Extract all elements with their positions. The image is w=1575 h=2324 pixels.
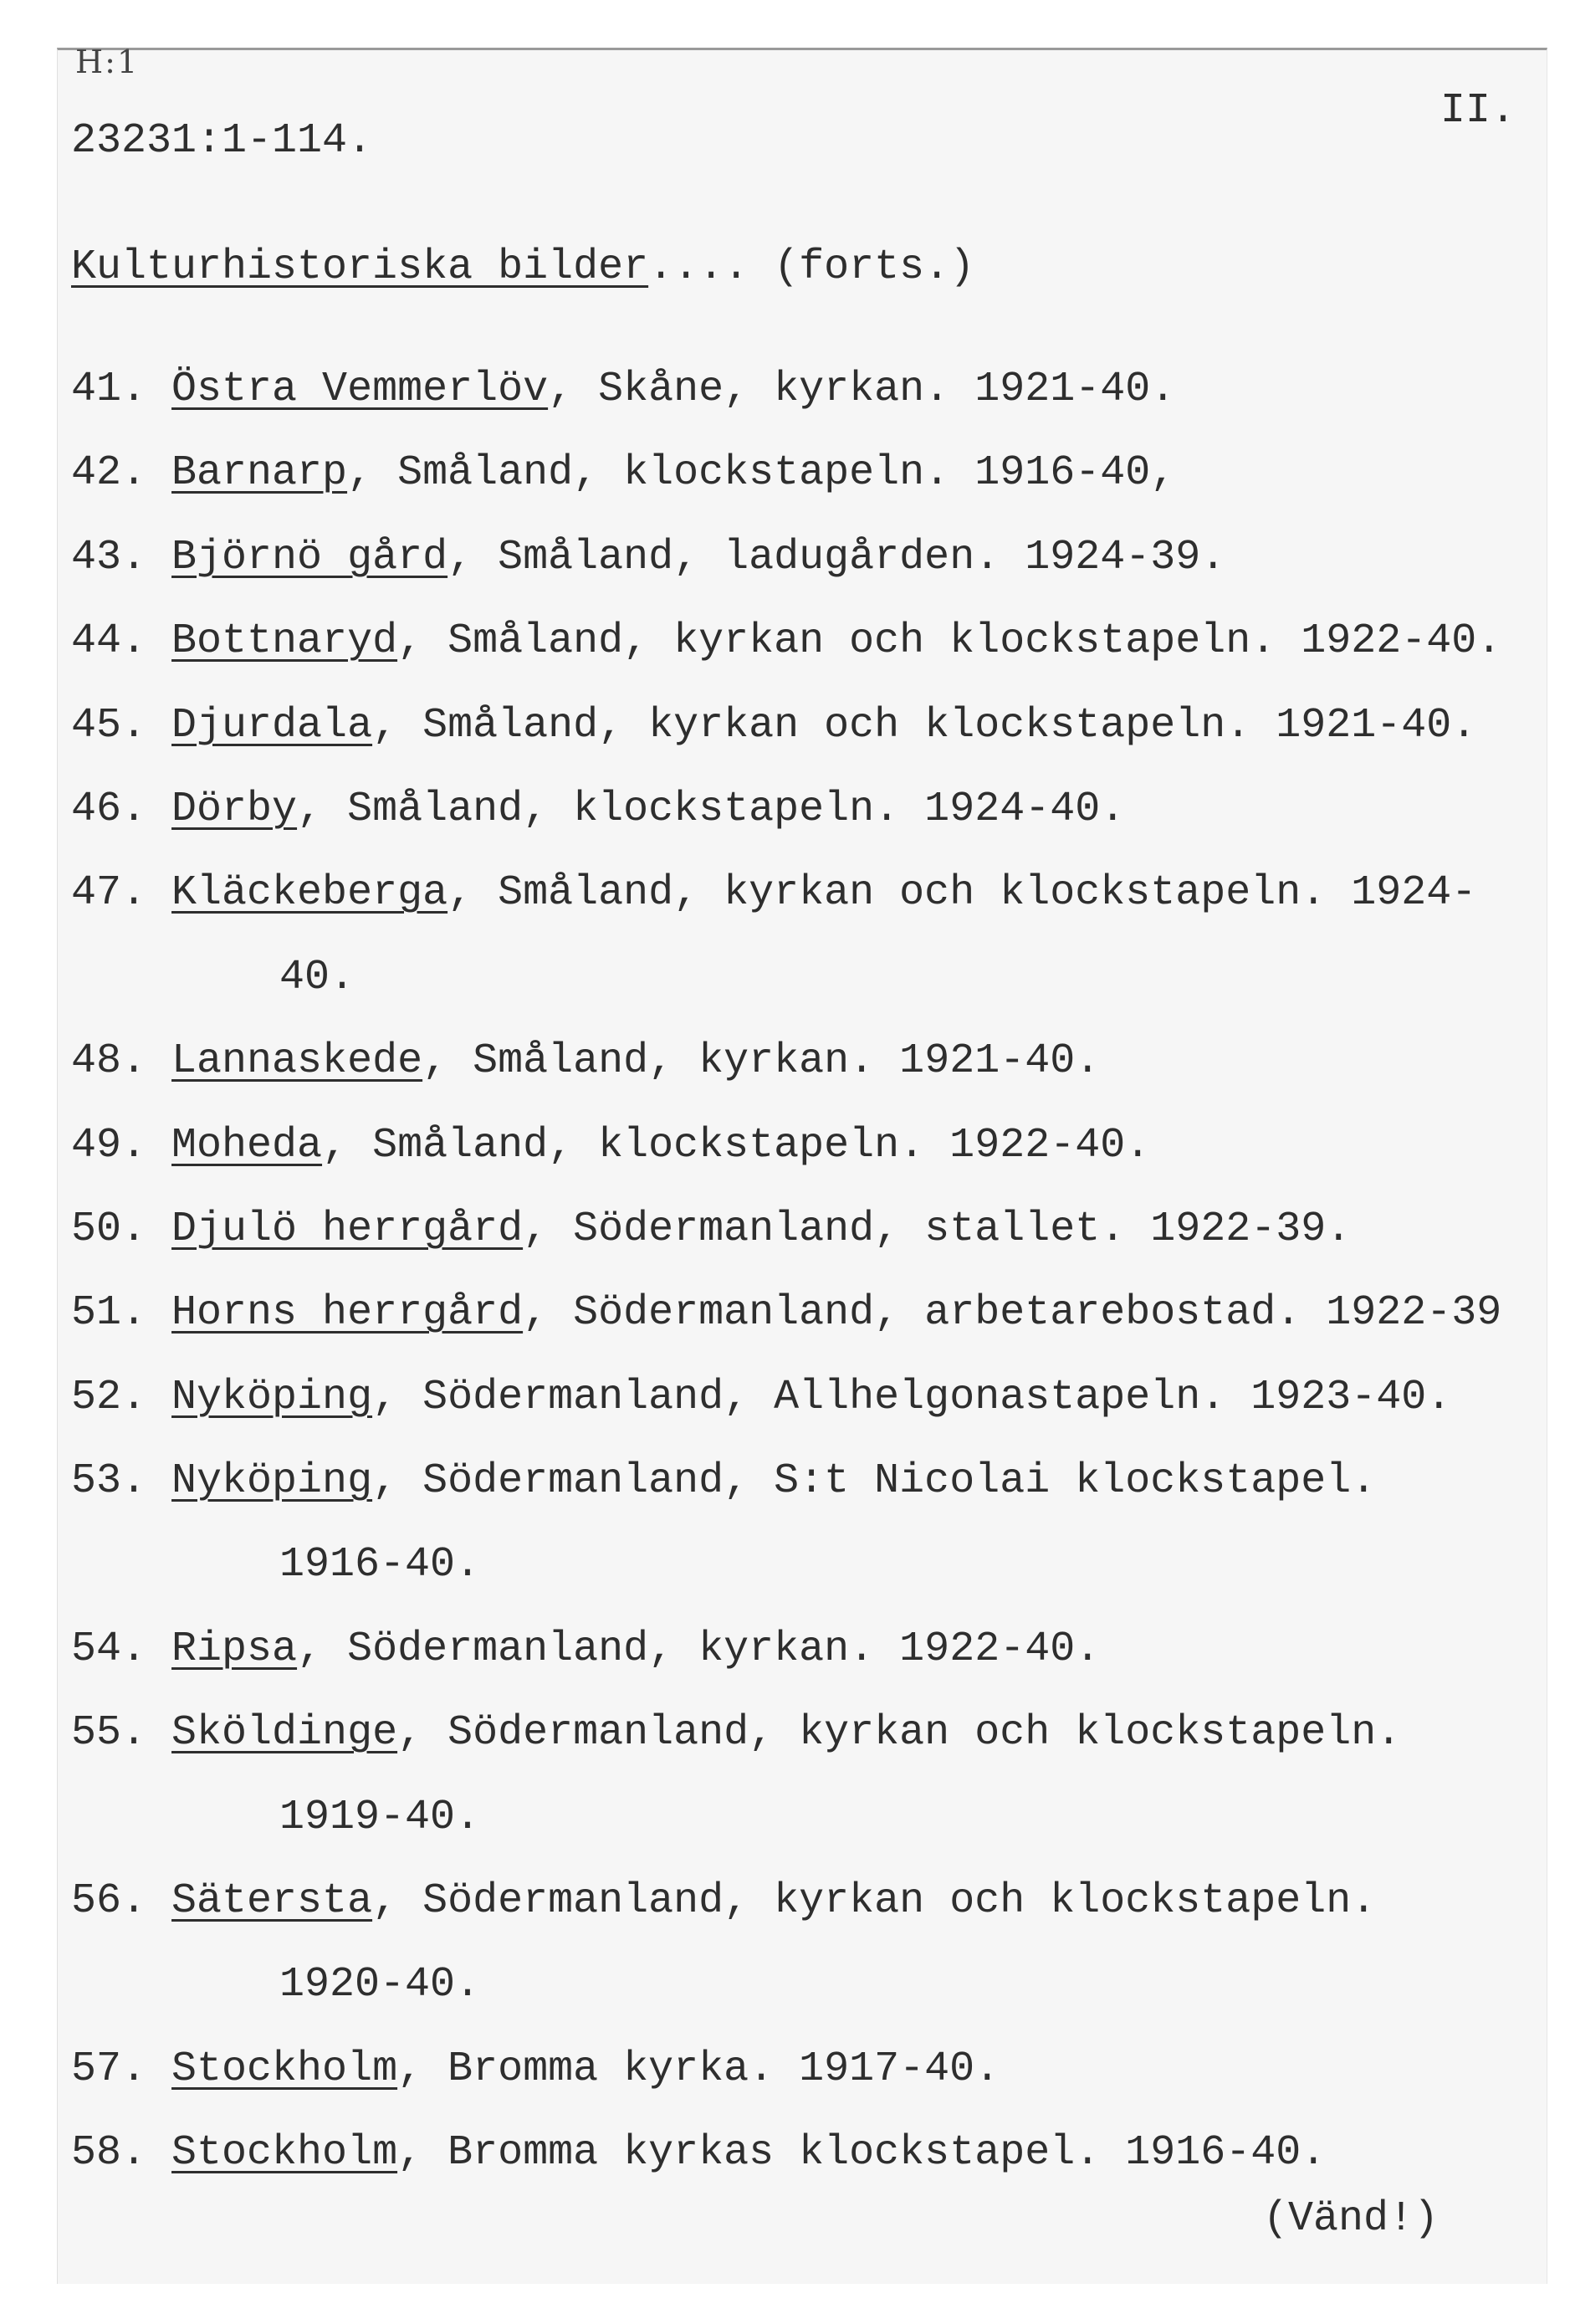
list-item xyxy=(71,1440,1501,1523)
entry-number: 53. xyxy=(71,1457,147,1506)
list-item-continuation: 1920-40. xyxy=(279,1961,481,2009)
entry-description: , Småland, ladugården. 1924-39. xyxy=(447,533,1226,581)
list-item xyxy=(71,1692,1501,1775)
call-number: 23231:1-114. xyxy=(71,117,373,165)
entry-number: 54. xyxy=(71,1625,147,1673)
list-item xyxy=(71,432,1501,515)
entry-place: Nyköping xyxy=(171,1373,373,1421)
list-item xyxy=(71,1860,1501,1943)
entry-number: 41. xyxy=(71,366,147,413)
list-item xyxy=(71,1020,1501,1103)
entry-description: , Södermanland, kyrkan och klockstapeln. xyxy=(397,1709,1402,1758)
entry-description: , Småland, kyrkan och klockstapeln. 1922-40. xyxy=(397,617,1502,666)
entry-description: , Småland, klockstapeln. 1924-40. xyxy=(297,785,1126,833)
heading-suffix: .... (forts.) xyxy=(648,243,975,291)
page-number: II. xyxy=(1440,87,1516,135)
entry-description: , Södermanland, kyrkan. 1922-40. xyxy=(297,1625,1101,1673)
heading-title: Kulturhistoriska bilder xyxy=(71,243,649,291)
entry-number: 42. xyxy=(71,449,147,498)
list-item xyxy=(71,1272,1501,1355)
list-item-continuation: 1919-40. xyxy=(279,1793,481,1841)
entry-number: 56. xyxy=(71,1877,147,1926)
entry-place: Sköldinge xyxy=(171,1709,398,1758)
entry-number: 46. xyxy=(71,785,147,833)
entry-description: , Bromma kyrkas klockstapel. 1916-40. xyxy=(397,2129,1327,2178)
list-item-continuation: 40. xyxy=(279,953,355,1001)
list-item xyxy=(71,1608,1501,1692)
entry-list xyxy=(71,348,1501,2196)
entry-place: Nyköping xyxy=(171,1457,373,1506)
list-item xyxy=(71,768,1501,852)
entry-description: , Södermanland, arbetarebostad. 1922-39 xyxy=(523,1289,1502,1338)
entry-number: 55. xyxy=(71,1709,147,1758)
list-item xyxy=(71,852,1501,935)
entry-place: Stockholm xyxy=(171,2129,398,2178)
handwritten-mark: H:1 xyxy=(75,44,140,80)
entry-number: 52. xyxy=(71,1373,147,1421)
list-item xyxy=(71,348,1501,432)
list-item xyxy=(71,1188,1501,1272)
entry-number: 45. xyxy=(71,701,147,750)
entry-number: 57. xyxy=(71,2045,147,2093)
entry-place: Lannaskede xyxy=(171,1037,423,1086)
entry-place: Barnarp xyxy=(171,449,348,498)
list-item-continuation: 1916-40. xyxy=(279,1541,481,1589)
entry-description: , Södermanland, kyrkan och klockstapeln. xyxy=(372,1877,1377,1926)
entry-place: Östra Vemmerlöv xyxy=(171,366,549,413)
entry-description: , Småland, kyrkan och klockstapeln. 1921-40. xyxy=(372,701,1477,750)
entry-number: 51. xyxy=(71,1289,147,1338)
entry-description: , Småland, kyrkan. 1921-40. xyxy=(422,1037,1101,1086)
entry-place: Dörby xyxy=(171,785,298,833)
list-item xyxy=(71,600,1501,683)
list-item xyxy=(71,516,1501,600)
turn-over-note: (Vänd!) xyxy=(1263,2195,1439,2243)
list-item xyxy=(71,2028,1501,2112)
entry-place: Sätersta xyxy=(171,1877,373,1926)
entry-description: , Södermanland, Allhelgonastapeln. 1923-40. xyxy=(372,1373,1452,1421)
entry-description: , Södermanland, stallet. 1922-39. xyxy=(523,1205,1352,1253)
entry-place: Stockholm xyxy=(171,2045,398,2093)
list-item xyxy=(71,1104,1501,1188)
entry-description: , Skåne, kyrkan. 1921-40. xyxy=(548,366,1176,413)
entry-place: Ripsa xyxy=(171,1625,298,1673)
entry-description: , Småland, klockstapeln. 1922-40. xyxy=(322,1121,1151,1170)
entry-place: Kläckeberga xyxy=(171,869,448,918)
entry-number: 43. xyxy=(71,533,147,581)
entry-place: Djulö herrgård xyxy=(171,1205,524,1253)
entry-number: 48. xyxy=(71,1037,147,1086)
entry-description: , Södermanland, S:t Nicolai klockstapel. xyxy=(372,1457,1377,1506)
entry-description: , Småland, kyrkan och klockstapeln. 1924- xyxy=(447,869,1477,918)
entry-description: , Bromma kyrka. 1917-40. xyxy=(397,2045,1000,2093)
entry-number: 49. xyxy=(71,1121,147,1170)
entry-place: Bottnaryd xyxy=(171,617,398,666)
entry-place: Björnö gård xyxy=(171,533,448,581)
entry-number: 58. xyxy=(71,2129,147,2178)
entry-number: 50. xyxy=(71,1205,147,1253)
list-item xyxy=(71,1356,1501,1440)
entry-place: Horns herrgård xyxy=(171,1289,524,1338)
entry-number: 44. xyxy=(71,617,147,666)
card-heading xyxy=(71,226,974,310)
entry-description: , Småland, klockstapeln. 1916-40, xyxy=(347,449,1176,498)
entry-place: Djurdala xyxy=(171,701,373,750)
entry-place: Moheda xyxy=(171,1121,323,1170)
entry-number: 47. xyxy=(71,869,147,918)
list-item xyxy=(71,684,1501,768)
